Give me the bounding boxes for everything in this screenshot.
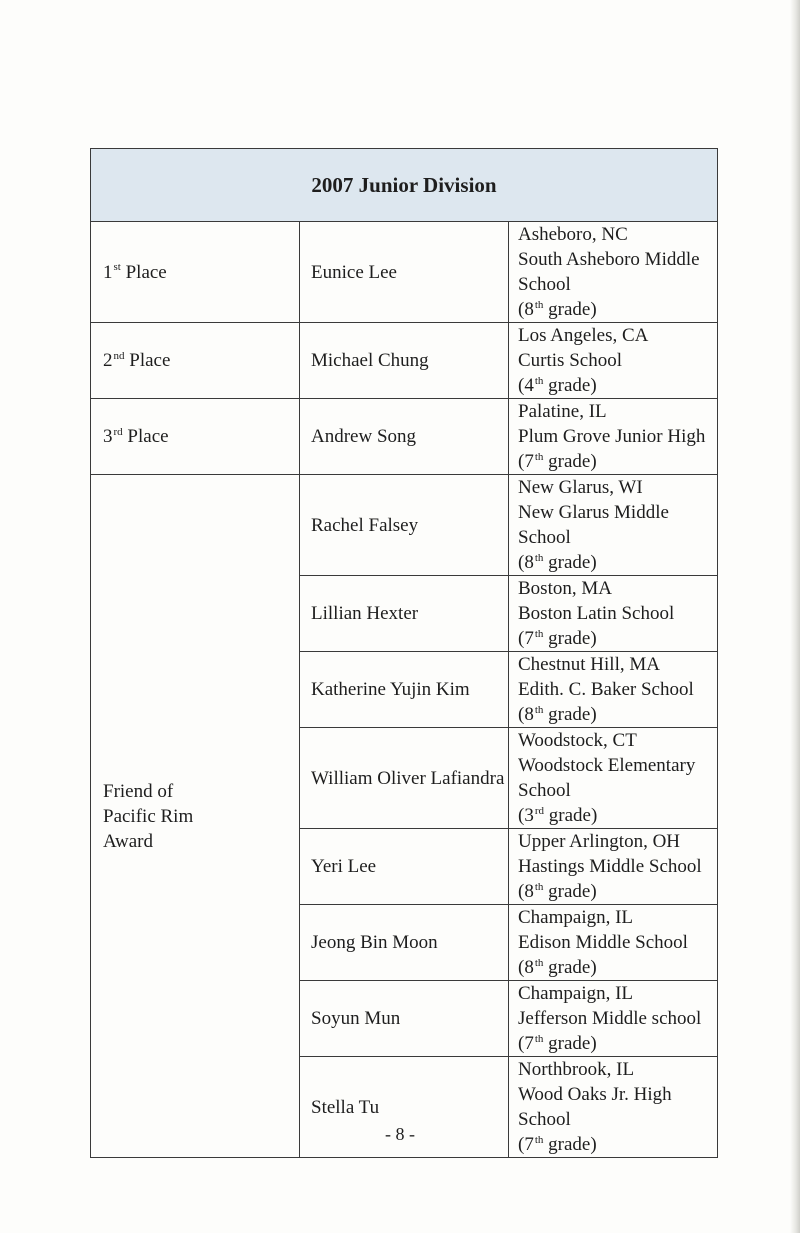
school-info-cell — [509, 222, 718, 323]
city-line — [518, 652, 717, 677]
school-info-cell — [509, 981, 718, 1057]
place-word: Place — [127, 426, 169, 447]
name-cell — [300, 829, 509, 905]
page-number: - 8 - — [385, 1124, 415, 1144]
school-info-cell — [509, 905, 718, 981]
school-info-cell — [509, 728, 718, 829]
grade-number: 8 — [524, 552, 534, 573]
grade-line: (7th grade) — [518, 450, 597, 472]
name-cell — [300, 399, 509, 475]
table-row — [91, 475, 718, 576]
school-line — [518, 247, 717, 297]
place-number: 1 — [103, 261, 113, 283]
school-info-cell — [509, 399, 718, 475]
school-text: Curtis School — [518, 350, 622, 371]
school-text: Edison Middle School — [518, 932, 688, 953]
recipient-name: Jeong Bin Moon — [311, 932, 438, 953]
school-line — [518, 854, 717, 879]
city-line — [518, 323, 717, 348]
grade-word: grade) — [548, 299, 597, 320]
grade-number: 8 — [524, 704, 534, 725]
city-line — [518, 981, 717, 1006]
recipient-name: Yeri Lee — [311, 856, 377, 877]
grade-line: (4th grade) — [518, 374, 597, 396]
table-header-row — [91, 149, 718, 222]
place-cell — [91, 222, 300, 323]
city-line — [518, 905, 717, 930]
grade-ordinal: th — [534, 880, 544, 893]
grade-word: grade) — [548, 552, 597, 573]
name-cell — [300, 222, 509, 323]
grade-ordinal: th — [534, 627, 544, 640]
grade-line: (8th grade) — [518, 298, 597, 320]
school-text: Wood Oaks Jr. High School — [518, 1084, 672, 1130]
award-label: Friend of Pacific Rim Award — [103, 780, 194, 852]
school-text: Woodstock Elementary School — [518, 755, 696, 801]
place-word: Place — [129, 350, 171, 371]
grade-word: grade) — [548, 805, 598, 826]
place-cell — [91, 399, 300, 475]
grade-number: 7 — [524, 451, 534, 472]
place-ordinal: nd — [113, 349, 125, 362]
city-line — [518, 399, 717, 424]
name-cell — [300, 652, 509, 728]
recipient-name: Michael Chung — [311, 350, 429, 371]
grade-word: grade) — [548, 375, 597, 396]
grade-number: 8 — [524, 957, 534, 978]
place-cell — [91, 323, 300, 399]
recipient-name: Andrew Song — [311, 426, 417, 447]
school-line — [518, 424, 717, 449]
school-text: New Glarus Middle School — [518, 502, 669, 548]
table-row — [91, 222, 718, 323]
place-number: 2 — [103, 350, 113, 371]
grade-line: (8th grade) — [518, 551, 597, 573]
grade-word: grade) — [548, 704, 597, 725]
school-line — [518, 677, 717, 702]
table-title: 2007 Junior Division — [91, 149, 718, 222]
grade-number: 4 — [524, 375, 534, 396]
recipient-name: Lillian Hexter — [311, 603, 419, 624]
grade-line: (8th grade) — [518, 703, 597, 725]
grade-word: grade) — [548, 1134, 597, 1155]
school-text: Boston Latin School — [518, 603, 675, 624]
city-line — [518, 728, 717, 753]
school-line — [518, 348, 717, 373]
city-text: Asheboro, NC — [518, 224, 628, 245]
recipient-name: William Oliver Lafiandra — [311, 767, 505, 789]
school-text: Edith. C. Baker School — [518, 679, 694, 700]
grade-ordinal: th — [534, 298, 544, 311]
grade-line: (8th grade) — [518, 956, 597, 978]
grade-ordinal: th — [534, 1032, 544, 1045]
grade-line: (7th grade) — [518, 1032, 597, 1054]
place-ordinal: rd — [113, 425, 123, 438]
recipient-name: Rachel Falsey — [311, 514, 419, 536]
school-line — [518, 753, 717, 803]
grade-ordinal: th — [534, 956, 544, 969]
grade-line: (7th grade) — [518, 1133, 597, 1155]
school-line — [518, 1006, 717, 1031]
recipient-name: Stella Tu — [311, 1096, 380, 1118]
school-text: Hastings Middle School — [518, 856, 702, 877]
name-cell — [300, 323, 509, 399]
school-line — [518, 500, 717, 550]
city-line — [518, 1057, 717, 1082]
school-text: Jefferson Middle school — [518, 1008, 702, 1029]
name-cell — [300, 576, 509, 652]
table-body — [91, 222, 718, 1158]
award-cell — [91, 475, 300, 1158]
city-text: Upper Arlington, OH — [518, 831, 681, 852]
table-row — [91, 323, 718, 399]
city-text: Palatine, IL — [518, 401, 607, 422]
city-text: Northbrook, IL — [518, 1059, 635, 1080]
school-text: South Asheboro Middle School — [518, 249, 700, 295]
grade-number: 7 — [524, 1033, 534, 1054]
name-cell — [300, 475, 509, 576]
award-table — [90, 148, 718, 1158]
grade-number: 8 — [524, 299, 534, 320]
school-info-cell — [509, 652, 718, 728]
city-text: Los Angeles, CA — [518, 325, 649, 346]
grade-line: (3rd grade) — [518, 804, 598, 826]
city-line — [518, 576, 717, 601]
city-text: Chestnut Hill, MA — [518, 654, 660, 675]
grade-ordinal: th — [534, 1133, 544, 1146]
recipient-name: Soyun Mun — [311, 1008, 401, 1029]
city-line — [518, 829, 717, 854]
city-text: New Glarus, WI — [518, 477, 643, 498]
school-line — [518, 601, 717, 626]
grade-ordinal: th — [534, 551, 544, 564]
name-cell — [300, 905, 509, 981]
school-line — [518, 930, 717, 955]
name-cell — [300, 728, 509, 829]
place-number: 3 — [103, 426, 113, 447]
grade-word: grade) — [548, 957, 597, 978]
grade-word: grade) — [548, 1033, 597, 1054]
city-line — [518, 222, 717, 247]
school-info-cell — [509, 323, 718, 399]
grade-ordinal: th — [534, 703, 544, 716]
grade-word: grade) — [548, 628, 597, 649]
grade-number: 3 — [524, 805, 534, 826]
grade-number: 7 — [524, 1134, 534, 1155]
school-info-cell — [509, 475, 718, 576]
grade-ordinal: th — [534, 450, 544, 463]
recipient-name: Eunice Lee — [311, 261, 397, 283]
grade-ordinal: rd — [534, 804, 544, 817]
school-info-cell — [509, 829, 718, 905]
city-text: Boston, MA — [518, 578, 612, 599]
place-word: Place — [125, 261, 167, 283]
place-ordinal: st — [113, 261, 121, 274]
table-row — [91, 399, 718, 475]
recipient-name: Katherine Yujin Kim — [311, 679, 470, 700]
grade-ordinal: th — [534, 374, 544, 387]
grade-line: (7th grade) — [518, 627, 597, 649]
page-edge-shadow — [790, 0, 800, 1233]
grade-word: grade) — [548, 881, 597, 902]
name-cell — [300, 981, 509, 1057]
city-text: Champaign, IL — [518, 983, 634, 1004]
city-line — [518, 475, 717, 500]
grade-line: (8th grade) — [518, 880, 597, 902]
grade-number: 8 — [524, 881, 534, 902]
grade-number: 7 — [524, 628, 534, 649]
school-text: Plum Grove Junior High — [518, 426, 706, 447]
city-text: Champaign, IL — [518, 907, 634, 928]
grade-word: grade) — [548, 451, 597, 472]
school-info-cell — [509, 576, 718, 652]
city-text: Woodstock, CT — [518, 730, 637, 751]
